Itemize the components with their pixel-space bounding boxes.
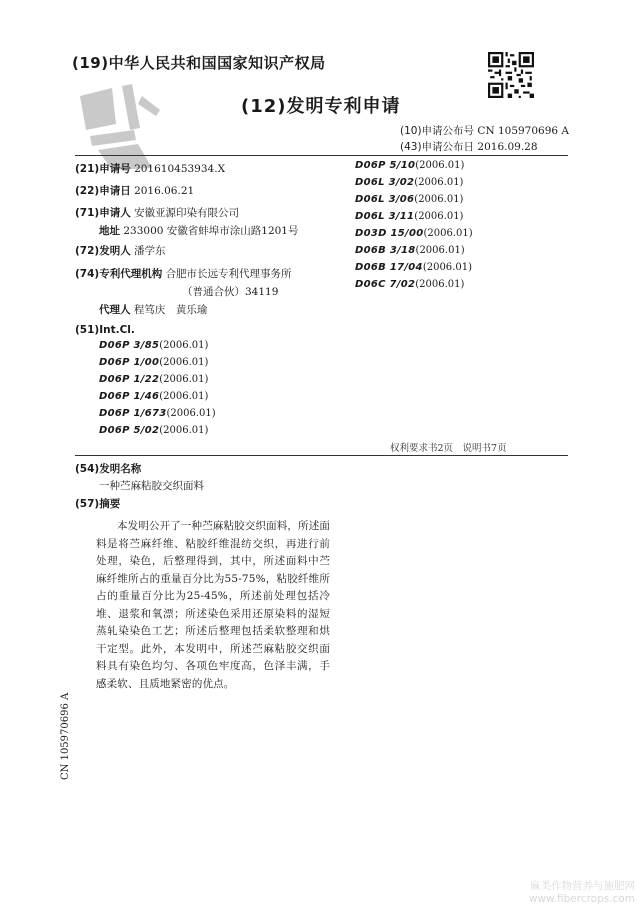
ipc-left-item: D06P 1/46(2006.01) bbox=[99, 391, 209, 402]
applicant-label: (71)申请人 bbox=[75, 207, 131, 219]
agent-label: 代理人 bbox=[99, 304, 131, 316]
ipc-right-item: D06L 3/02(2006.01) bbox=[355, 177, 464, 188]
publication-date-row bbox=[400, 139, 538, 154]
agency-code: （普通合伙）34119 bbox=[182, 286, 279, 298]
agent-row bbox=[99, 302, 207, 317]
document-type-title: (12)发明专利申请 bbox=[241, 96, 401, 117]
address-label: 地址 bbox=[99, 225, 120, 237]
ipc-right-item: D06C 7/02(2006.01) bbox=[355, 279, 465, 290]
abstract-text: 本发明公开了一种苎麻粘胶交织面料，所述面料是将苎麻纤维、粘胶纤维混纺交织，再进行前处理，染色，后整理得到，其中，所述面料中苎麻纤维所占的重量百分比为55-75%，粘胶纤维所占的重量百分比为25-45%，所述前处理包括冷堆、退浆和氧漂；所述染色采用还原染料的湿短蒸轧染染色工艺；所述后整理包括柔软整理和烘干定型。此外，本发明中，所述苎麻粘胶交织面料具有染色均匀、各项色牢度高，色泽丰满，手感柔软、且质地紧密的优点。 bbox=[96, 520, 330, 690]
abstract-label: (57)摘要 bbox=[75, 498, 121, 510]
applicant-row bbox=[75, 205, 239, 220]
ipc-right-item: D06L 3/11(2006.01) bbox=[355, 211, 464, 222]
watermark-line1: 麻类作物营养与施肥网 bbox=[530, 880, 635, 892]
inventor-label: (72)发明人 bbox=[75, 245, 131, 257]
header-divider bbox=[75, 155, 568, 156]
filing-date-label: (22)申请日 bbox=[75, 185, 131, 197]
inventor-row bbox=[75, 243, 166, 258]
watermark bbox=[529, 880, 635, 906]
ipc-right-item: D03D 15/00(2006.01) bbox=[355, 228, 473, 239]
application-number-label: (21)申请号 bbox=[75, 163, 131, 175]
section-divider bbox=[75, 455, 568, 456]
agency-row bbox=[75, 266, 292, 281]
application-number: 201610453934.X bbox=[134, 163, 226, 175]
application-number-row bbox=[75, 161, 225, 176]
agent: 程笃庆 黄乐瑜 bbox=[133, 304, 208, 316]
ipc-left-item: D06P 5/02(2006.01) bbox=[99, 425, 209, 436]
side-publication-number: CN 105970696 A bbox=[60, 692, 71, 780]
page-count: 权利要求书2页 说明书7页 bbox=[390, 443, 507, 454]
ipc-left-item: D06P 1/00(2006.01) bbox=[99, 357, 209, 368]
applicant: 安徽亚源印染有限公司 bbox=[134, 207, 240, 219]
ipc-right-item: D06L 3/06(2006.01) bbox=[355, 194, 464, 205]
address-row bbox=[99, 223, 299, 238]
ipc-left-item: D06P 1/22(2006.01) bbox=[99, 374, 209, 385]
invention-title-label: (54)发明名称 bbox=[75, 463, 142, 475]
ipc-left-item: D06P 1/673(2006.01) bbox=[99, 408, 216, 419]
publication-number: CN 105970696 A bbox=[477, 125, 570, 137]
agency-label: (74)专利代理机构 bbox=[75, 268, 163, 280]
filing-date-row bbox=[75, 183, 194, 198]
publication-number-row bbox=[400, 123, 569, 138]
publication-number-label: (10)申请公布号 bbox=[400, 125, 475, 137]
inventor: 潘学东 bbox=[134, 245, 166, 257]
national-emblem-icon bbox=[72, 76, 168, 172]
ipc-right-item: D06B 3/18(2006.01) bbox=[355, 245, 465, 256]
office-name: (19)中华人民共和国国家知识产权局 bbox=[72, 54, 326, 72]
invention-title: 一种苎麻粘胶交织面料 bbox=[99, 480, 204, 492]
ipc-left-item: D06P 3/85(2006.01) bbox=[99, 340, 209, 351]
agency-name: 合肥市长远专利代理事务所 bbox=[165, 268, 292, 280]
publication-date-label: (43)申请公布日 bbox=[400, 141, 475, 153]
watermark-line2: www.fibercrops.com bbox=[528, 893, 635, 905]
qr-code bbox=[488, 52, 534, 98]
int-cl-label: (51)Int.Cl. bbox=[75, 324, 135, 336]
ipc-right-item: D06B 17/04(2006.01) bbox=[355, 262, 472, 273]
filing-date: 2016.06.21 bbox=[134, 185, 195, 197]
ipc-right-item: D06P 5/10(2006.01) bbox=[355, 160, 465, 171]
address: 233000 安徽省蚌埠市涂山路1201号 bbox=[123, 225, 299, 237]
publication-date: 2016.09.28 bbox=[477, 141, 538, 153]
